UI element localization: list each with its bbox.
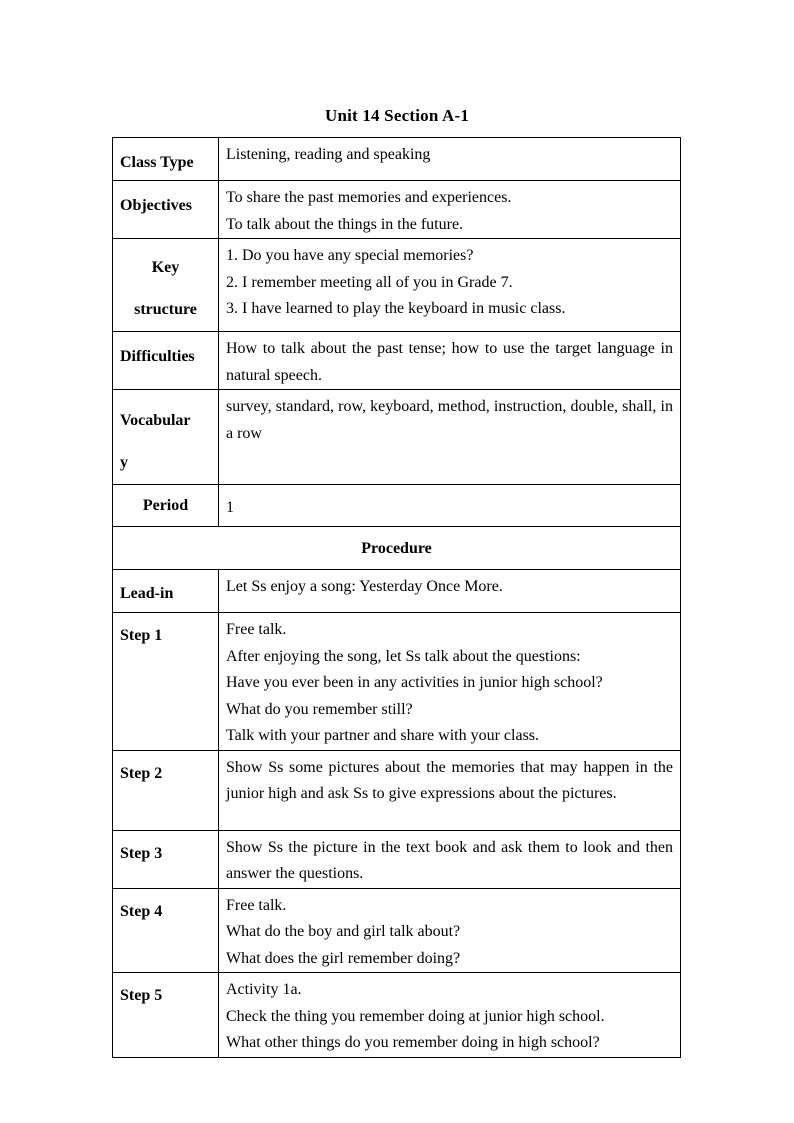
table-row — [113, 888, 681, 973]
difficulties-label: Difficulties — [120, 348, 195, 365]
procedure-header: Procedure — [113, 527, 681, 570]
key-structure-line: 3. I have learned to play the keyboard in music class. — [226, 300, 566, 317]
step5-line: What other things do you remember doing in high school? — [226, 1034, 600, 1051]
key-structure-label: structure — [134, 301, 197, 318]
difficulties-value: How to talk about the past tense; how to use the target language in natural speech. — [219, 332, 681, 390]
table-row — [113, 570, 681, 613]
table-row — [113, 973, 681, 1058]
step4-line: What does the girl remember doing? — [226, 949, 461, 967]
vocabulary-label: y — [120, 454, 128, 471]
table-row — [113, 830, 681, 888]
step1-label: Step 1 — [120, 627, 163, 644]
objectives-label: Objectives — [120, 197, 192, 214]
table-row — [113, 181, 681, 239]
table-row — [113, 332, 681, 390]
step1-line: Have you ever been in any activities in junior high school? — [226, 674, 603, 691]
lead-in-label: Lead-in — [120, 585, 174, 602]
step1-line: After enjoying the song, let Ss talk about the questions: — [226, 647, 581, 665]
step1-line: What do you remember still? — [226, 700, 413, 718]
table-row — [113, 138, 681, 181]
step1-line: Free talk. — [226, 621, 287, 638]
page-title: Unit 14 Section A-1 — [324, 106, 470, 125]
step1-line: Talk with your partner and share with your class. — [226, 727, 540, 744]
step4-line: What do the boy and girl talk about? — [226, 923, 461, 940]
table-row — [113, 390, 681, 485]
key-structure-line: 2. I remember meeting all of you in Grade 7. — [226, 273, 513, 291]
key-structure-label: Key — [151, 259, 180, 276]
class-type-value: Listening, reading and speaking — [226, 146, 431, 163]
step3-label: Step 3 — [120, 844, 163, 862]
step3-text: Show Ss the picture in the text book and ask them to look and then answer the questions. — [219, 830, 681, 888]
vocabulary-label: Vocabular — [120, 412, 191, 429]
period-value: 1 — [226, 499, 234, 516]
step2-text: Show Ss some pictures about the memories that may happen in the junior high and ask Ss to give expressions about the pictures. — [219, 750, 681, 830]
step5-line: Check the thing you remember doing at junior high school. — [226, 1007, 605, 1025]
key-structure-line: 1. Do you have any special memories? — [226, 247, 474, 264]
step4-line: Free talk. — [226, 896, 287, 914]
step5-label: Step 5 — [120, 987, 163, 1004]
lesson-plan-table — [112, 137, 681, 1058]
table-row — [113, 613, 681, 751]
vocabulary-value: survey, standard, row, keyboard, method, instruction, double, shall, in a row — [219, 390, 681, 485]
table-row — [113, 239, 681, 332]
class-type-label: Class Type — [120, 154, 194, 171]
table-row — [113, 527, 681, 570]
lead-in-line: Let Ss enjoy a song: Yesterday Once More. — [226, 578, 503, 595]
step2-label: Step 2 — [120, 764, 163, 782]
table-row — [113, 750, 681, 830]
period-label: Period — [142, 497, 189, 514]
table-row — [113, 485, 681, 527]
step5-line: Activity 1a. — [226, 981, 302, 998]
objectives-line: To share the past memories and experiences. — [226, 189, 512, 206]
step4-label: Step 4 — [120, 902, 163, 920]
objectives-line: To talk about the things in the future. — [226, 215, 464, 233]
